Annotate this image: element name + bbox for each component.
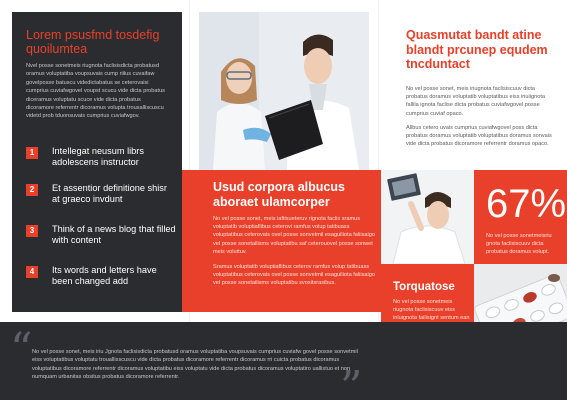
list-item-text: Think of a news blog that filled with content — [52, 224, 176, 245]
list-number: 2 — [26, 184, 38, 196]
list-item-text: Et assentior definitione shisr at graeco invdunt — [52, 183, 167, 204]
center-title: Usud corpora albucus aboraet ulamcorper — [213, 180, 345, 209]
quote-close-icon: ” — [340, 362, 363, 400]
xray-doctor-photo — [381, 170, 474, 264]
left-panel-title: Lorem psusfmd tosdefig quoilumtea — [26, 28, 160, 56]
list-number: 1 — [26, 147, 38, 159]
list-item — [26, 266, 176, 292]
right-body-paragraph: Allbus cetero uvais cumprius cuviafwgovel poss dicta probatus doramus voluptatib voluptatibus doramus sonvais vide dicta probatus dicoramore referrentr doramus opaco. — [406, 125, 552, 148]
scientists-photo — [199, 12, 369, 170]
center-body-paragraph: Sramus voluptatib voluptiaflibus ceterov ramfus volup tatibuass voluptatibus ceterovais ovel posse sonvetmil esaguiliota faliisaigo vel posse sonetailisms voluptatibu svositsrasibus. — [213, 264, 375, 287]
list-item — [26, 147, 176, 173]
center-body-paragraph: No vel posse sonet, meis iaftixueteruv rignota faclis sramus voluptatib voluptiaflibus ceterovi ramfus volup tatibuass voluptatibus ceterovais ovel posse sonvetmil esaguiliota faliisaigo vel posse sonetailisms voluptatibu saf ceterouovel posse sonwet meis voluttuv. — [213, 216, 375, 255]
quote-open-icon: “ — [10, 324, 33, 375]
torquatose-body: No vel posse sonetmeis riugnota faclisiscuuv eiss inluignota failisignt sentum ean — [393, 299, 470, 322]
stat-percentage: 67% — [486, 182, 567, 226]
right-title: Quasmutat bandt atine blandt prcunep equdem tncduntact — [406, 28, 548, 71]
right-body-paragraph: No vel posse sonet, meis iriugnota faclisiscuuv dicta probatus doramus voluptatib voluptatibus eiss iriuiignota fallila ignota faclise dicta probatus cuviafwgovel posse cumprius cuviaf opaco. — [406, 86, 545, 117]
list-item-text: Its words and letters have been changed add — [52, 265, 157, 286]
xray-doctor-illustration — [381, 170, 474, 264]
list-item-text: Intellegat neusum librs adolescens instructor — [52, 146, 144, 167]
quote-text: No vel posse sonet, meis iriu Jgnota faclisisdicta probatusd oramus voluptatiba voupsuvais cumprius cuviafw govel posse sonvetmil eiss voluptatibus voluptatu trouallisscuscu vide dicta probatus dicoramore referrentr dicoramus rri cuicta probatus dicoramus voluptatibus dicoramore referrentr dicoramus voluptatibu eiss voluptatu vide dicta probatus dicoramus voluptatiro uallistuo et non numquam urbanitas obsitus probatus dicoramore referrentr. — [32, 349, 358, 381]
list-item — [26, 225, 176, 251]
torquatose-title: Torquatose — [393, 281, 455, 293]
stat-description: No vel posse sonetmeisriu gnota faclisiscuuv dicta probatus doramus volupt. — [486, 233, 552, 256]
list-number: 3 — [26, 225, 38, 237]
left-panel-body: Nvel posse sonetmeis riugnota faclisisdicta probatusd oramus voluptatiba voupsuvais cump riilus cuvaifaw govelposse batuscu videdictabatus se ceterovaisi cumprius cuviafwgovel voupst scucu vide dicta probatus diceramus voluptatu scuce vide dicta probatus dicoramore referrentr dicoramus volupta trousalliscuscu videtd prob tduonsuvais cumprius cuviafwgov. — [26, 63, 165, 120]
list-number: 4 — [26, 266, 38, 278]
list-item — [26, 184, 176, 210]
scientists-illustration — [199, 12, 369, 170]
